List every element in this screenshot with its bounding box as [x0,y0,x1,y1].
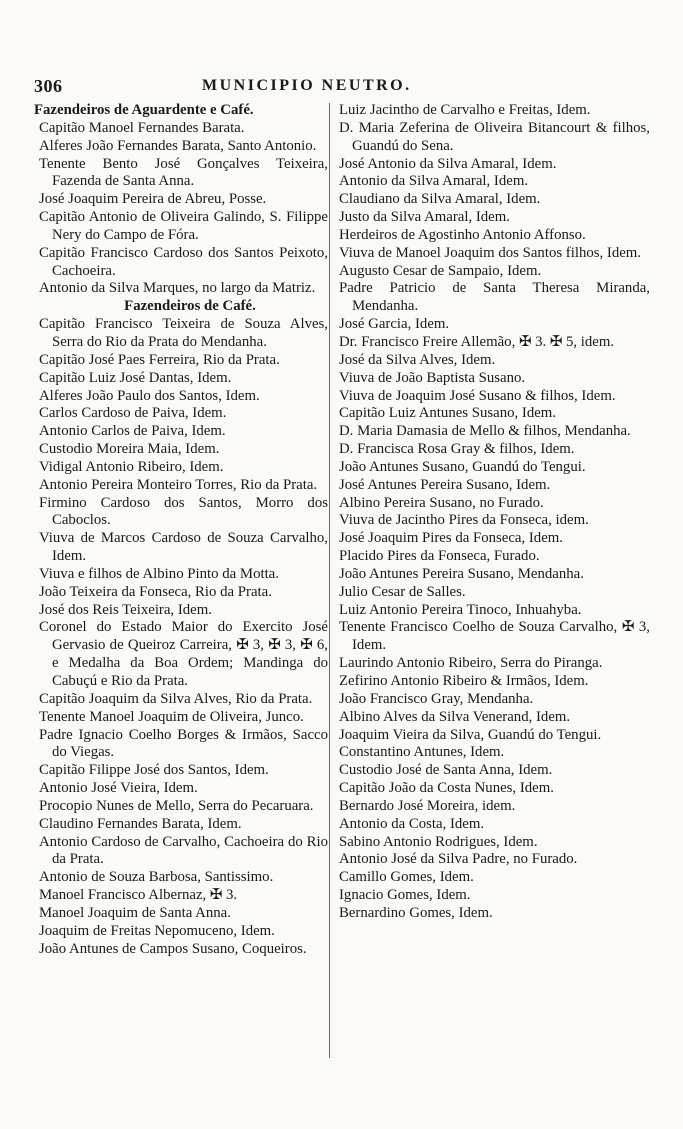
list-item: Capitão Joaquim da Silva Alves, Rio da Prata. [39,690,313,707]
list-item: Albino Alves da Silva Venerand, Idem. [339,708,571,725]
running-head: MUNICIPIO NEUTRO. [202,77,412,94]
list-item: Camillo Gomes, Idem. [339,869,474,886]
list-item: Dr. Francisco Freire Allemão, ✠ 3. ✠ 5, idem. [339,333,615,350]
list-item: Manoel Joaquim de Santa Anna. [39,904,231,921]
right-column [334,102,650,923]
column-divider [329,103,330,1058]
list-item: José Joaquim Pereira de Abreu, Posse. [39,191,267,208]
list-item: Antonio Carlos de Paiva, Idem. [39,423,226,440]
list-item: Coronel do Estado Maior do Exercito José Gervasio de Queiroz Carreira, ✠ 3, ✠ 3, ✠ 6, e Medalha da Boa Ordem; Mandinga do Cabuçú e Rio da Prata. [39,619,328,689]
list-item: D. Francisca Rosa Gray & filhos, Idem. [339,441,575,458]
list-item: João Antunes Susano, Guandú do Tengui. [339,458,586,475]
page-header [34,76,634,100]
list-item: João Antunes Pereira Susano, Mendanha. [339,565,584,582]
section-heading-cafe: Fazendeiros de Café. [124,298,256,315]
list-item: Joaquim de Freitas Nepomuceno, Idem. [39,922,275,939]
list-item: Bernardo José Moreira, idem. [339,797,516,814]
list-item: Claudiano da Silva Amaral, Idem. [339,191,541,208]
list-item: D. Maria Zeferina de Oliveira Bitancourt & filhos, Guandú do Sena. [339,119,650,154]
list-item: Herdeiros de Agostinho Antonio Affonso. [339,226,586,243]
list-item: Capitão João da Costa Nunes, Idem. [339,780,554,797]
list-item: Sabino Antonio Rodrigues, Idem. [339,833,538,850]
list-item: José Antunes Pereira Susano, Idem. [339,476,551,493]
list-item: Alferes João Paulo dos Santos, Idem. [39,387,260,404]
list-item: Tenente Bento José Gonçalves Teixeira, Fazenda de Santa Anna. [39,155,328,190]
list-item: Capitão Manoel Fernandes Barata. [39,119,245,136]
list-item: Antonio da Silva Amaral, Idem. [339,173,529,190]
list-item: Constantino Antunes, Idem. [339,744,505,761]
list-item: Antonio de Souza Barbosa, Santissimo. [39,869,274,886]
list-item: Viuva e filhos de Albino Pinto da Motta. [39,565,279,582]
cafe-list [34,316,328,958]
list-item: Custodio José de Santa Anna, Idem. [339,762,553,779]
page-number: 306 [34,76,63,96]
list-item: Joaquim Vieira da Silva, Guandú do Tengui. [339,726,602,743]
list-item: Viuva de João Baptista Susano. [339,369,526,386]
list-item: Firmino Cardoso dos Santos, Morro dos Caboclos. [39,494,328,529]
list-item: Antonio Cardoso de Carvalho, Cachoeira do Rio da Prata. [39,833,328,868]
list-item: Tenente Manoel Joaquim de Oliveira, Junco. [39,708,304,725]
list-item: Viuva de Joaquim José Susano & filhos, Idem. [339,387,616,404]
list-item: Antonio José da Silva Padre, no Furado. [339,851,578,868]
list-item: José dos Reis Teixeira, Idem. [39,601,212,618]
list-item: Padre Patricio de Santa Theresa Miranda, Mendanha. [339,280,650,315]
list-item: Vidigal Antonio Ribeiro, Idem. [39,458,224,475]
left-column [34,102,328,959]
list-item: Capitão Luiz Antunes Susano, Idem. [339,405,556,422]
list-item: Capitão Filippe José dos Santos, Idem. [39,762,269,779]
list-item: Capitão Antonio de Oliveira Galindo, S. Filippe Nery do Campo de Fóra. [39,209,328,243]
list-item: Julio Cesar de Salles. [339,583,466,600]
list-item: João Francisco Gray, Mendanha. [339,690,534,707]
list-item: Claudino Fernandes Barata, Idem. [39,815,242,832]
list-item: Antonio da Costa, Idem. [339,815,485,832]
list-item: Viuva de Marcos Cardoso de Souza Carvalho, Idem. [39,530,328,565]
list-item: Custodio Moreira Maia, Idem. [39,441,220,458]
list-item: Tenente Francisco Coelho de Souza Carvalho, ✠ 3, Idem. [339,619,650,654]
list-item: Procopio Nunes de Mello, Serra do Pecaruara. [39,797,314,814]
list-item: Luiz Jacintho de Carvalho e Freitas, Idem. [339,102,591,118]
list-item: José da Silva Alves, Idem. [339,351,496,368]
list-item: João Teixeira da Fonseca, Rio da Prata. [39,583,272,600]
list-item: Capitão Francisco Teixeira de Souza Alves, Serra do Rio da Prata do Mendanha. [39,316,328,350]
list-item: Luiz Antonio Pereira Tinoco, Inhuahyba. [339,601,582,618]
list-item: Justo da Silva Amaral, Idem. [339,209,510,226]
list-item: Capitão Luiz José Dantas, Idem. [39,369,232,386]
list-item: Capitão José Paes Ferreira, Rio da Prata. [39,351,280,368]
list-item: Laurindo Antonio Ribeiro, Serra do Piranga. [339,655,603,672]
section-heading-aguardente: Fazendeiros de Aguardente e Café. [34,102,254,118]
list-item: Bernardino Gomes, Idem. [339,904,493,921]
list-item: José Joaquim Pires da Fonseca, Idem. [339,530,563,547]
list-item: Alferes João Fernandes Barata, Santo Antonio. [39,137,317,154]
list-item: Antonio José Vieira, Idem. [39,780,198,797]
list-item: Padre Ignacio Coelho Borges & Irmãos, Sacco do Viegas. [39,726,328,761]
list-item: Capitão Francisco Cardoso dos Santos Peixoto, Cachoeira. [39,244,328,279]
aguardente-list [34,120,328,298]
list-item: Antonio da Silva Marques, no largo da Matriz. [39,280,316,297]
list-item: João Antunes de Campos Susano, Coqueiros. [39,940,307,957]
list-item: Viuva de Manoel Joaquim dos Santos filhos, Idem. [339,244,641,261]
list-item: Manoel Francisco Albernaz, ✠ 3. [39,887,238,904]
list-item: Albino Pereira Susano, no Furado. [339,494,544,511]
list-item: Zefirino Antonio Ribeiro & Irmãos, Idem. [339,673,589,689]
list-item: Viuva de Jacintho Pires da Fonseca, idem. [339,512,589,529]
list-item: Antonio Pereira Monteiro Torres, Rio da Prata. [39,476,318,493]
list-item: José Antonio da Silva Amaral, Idem. [339,155,557,172]
list-item: Placido Pires da Fonseca, Furado. [339,548,540,565]
list-item: Carlos Cardoso de Paiva, Idem. [39,405,227,422]
list-item: José Garcia, Idem. [339,316,450,333]
list-item: D. Maria Damasia de Mello & filhos, Mendanha. [339,423,631,440]
list-item: Augusto Cesar de Sampaio, Idem. [339,262,542,279]
list-item: Ignacio Gomes, Idem. [339,887,471,904]
